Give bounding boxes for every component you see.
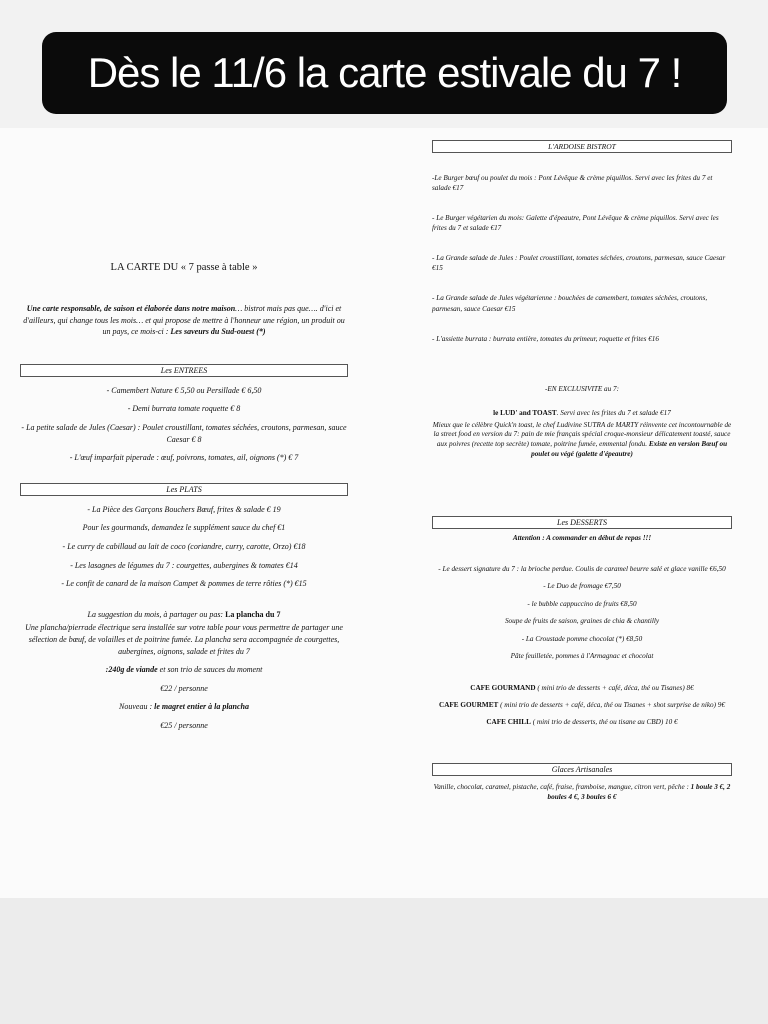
page-bottom xyxy=(0,898,768,1024)
entree-item: - Camembert Nature € 5,50 ou Persillade € 6,50 xyxy=(106,385,262,395)
desserts-attention: Attention : A commander en début de repas !!! xyxy=(512,534,652,543)
plat-item: Pour les gourmands, demandez le supplément sauce du chef €1 xyxy=(82,523,286,533)
ardoise-item: - Le Burger végétarien du mois: Galette d'épeautre, Pont Lévêque & crème piquillos. Servi avec les frites du 7 et salade €17 xyxy=(432,214,719,233)
lud-toast-desc-text: Mieux que le célèbre Quick'n toast, le chef Ludivine SUTRA de MARTY réinvente cet incontournable de la street food en version du 7: pain de mie français spécial croque-monsieur délicatement toasté, sauce aux poivres (recette top secrète) tomate, poitrine fumée, emmental fondu. xyxy=(432,420,732,449)
ardoise-item: - La Grande salade de Jules végétarienne : bouchées de camembert, tomates séchées, croutons, parmesan, sauce Caesar €15 xyxy=(432,294,708,313)
cafe-gourmet-rest: ( mini trio de desserts + café, déca, thé ou Tisanes + shot surprise de niko) 9€ xyxy=(498,700,725,709)
title-banner xyxy=(42,32,727,114)
ardoise-title: L'ARDOISE BISTROT xyxy=(432,140,732,153)
plat-item: - Le confit de canard de la maison Campet & pommes de terre rôties (*) €15 xyxy=(61,579,307,589)
viande-line xyxy=(20,664,348,676)
lud-toast-desc xyxy=(432,421,732,460)
entrees-title: Les ENTREES xyxy=(20,364,348,377)
lud-toast-desc-bold: Existe en version Bœuf ou poulet ou végé (galette d'épeautre) xyxy=(531,440,728,458)
right-column xyxy=(432,140,732,810)
entree-item: - La petite salade de Jules (Caesar) : Poulet croustillant, tomates séchées, croutons, parmesan, sauce Caesar € 8 xyxy=(21,422,347,444)
dessert-item: - le bubble cappuccino de fruits €8,50 xyxy=(527,599,637,608)
cafe-chill-bold: CAFE CHILL xyxy=(486,718,531,727)
cafe-chill-rest: ( mini trio de desserts, thé ou tisane au CBD) 10 € xyxy=(530,718,678,727)
glaces-desc-bold: 1 boule 3 €, 2 boules 4 €, 3 boules 6 € xyxy=(547,782,731,802)
plat-item: - La Pièce des Garçons Bouchers Bœuf, frites & salade € 19 xyxy=(87,504,281,514)
price-per-person: €22 / personne xyxy=(160,683,208,693)
banner-title: Dès le 11/6 la carte estivale du 7 ! xyxy=(87,49,682,96)
viande-bold: :240g de viande xyxy=(105,665,158,675)
lud-toast-rest: . Servi avec les frites du 7 et salade €17 xyxy=(556,409,671,418)
ardoise-item: - La Grande salade de Jules : Poulet croustillant, tomates séchées, croutons, parmesan, sauce Caesar €15 xyxy=(432,254,726,273)
intro-rest: … bistrot mais pas que…. d'ici et d'ailleurs, qui change tous les mois… et qui propose de mettre à l'honneur une région, un produit ou un pays, ce mois-ci : xyxy=(23,304,345,337)
entree-item: - L'œuf imparfait piperade : œuf, poivrons, tomates, ail, oignons (*) € 7 xyxy=(69,453,299,463)
nouveau-bold: le magret entier à la plancha xyxy=(154,702,249,712)
desserts-title: Les DESSERTS xyxy=(432,516,732,529)
dessert-item: - Le dessert signature du 7 : la brioche perdue. Coulis de caramel beurre salé et glace vanille €6,50 xyxy=(438,564,726,573)
lud-toast-bold: le LUD' and TOAST xyxy=(493,409,557,418)
intro-text xyxy=(20,303,348,338)
dessert-item: Soupe de fruits de saison, graines de chia & chantilly xyxy=(504,617,660,626)
ardoise-item: - L'assiette burrata : burrata entière, tomates du primeur, roquette et frites €16 xyxy=(432,334,659,343)
dessert-item: Pâte feuilletée, pommes à l'Armagnac et chocolat xyxy=(510,652,654,661)
intro-bold-start: Une carte responsable, de saison et élaborée dans notre maison xyxy=(26,304,236,313)
glaces-title: Glaces Artisanales xyxy=(432,763,732,776)
plat-item: - Les lasagnes de légumes du 7 : courgettes, aubergines & tomates €14 xyxy=(70,560,298,570)
left-column xyxy=(20,262,348,738)
plat-item: - Le curry de cabillaud au lait de coco (coriandre, curry, carotte, Orzo) €18 xyxy=(62,541,306,551)
cafe-chill xyxy=(432,717,732,727)
dessert-item: - La Croustade pomme chocolat (*) €8,50 xyxy=(521,634,643,643)
suggestion-title xyxy=(20,609,348,621)
cafe-gourmand-rest: ( mini trio de desserts + café, déca, thé ou Tisanes) 8€ xyxy=(535,683,694,692)
cafe-gourmet-bold: CAFE GOURMET xyxy=(439,700,499,709)
plats-title: Les PLATS xyxy=(20,483,348,496)
price-per-person: €25 / personne xyxy=(160,720,208,730)
suggestion-bold: La plancha du 7 xyxy=(225,609,281,619)
exclusivite-title: -EN EXCLUSIVITE au 7: xyxy=(544,384,620,393)
nouveau-intro: Nouveau : xyxy=(119,702,155,712)
intro-bold-end: Les saveurs du Sud-ouest (*) xyxy=(170,327,266,337)
glaces-desc-text: Vanille, chocolat, caramel, pistache, café, fraise, framboise, mangue, citron vert, pêche : xyxy=(433,782,691,791)
lud-toast-line xyxy=(432,408,732,418)
suggestion-intro: La suggestion du mois, à partager ou pas: xyxy=(87,609,226,619)
glaces-desc xyxy=(432,782,732,803)
nouveau-line xyxy=(20,701,348,713)
viande-rest: et son trio de sauces du moment xyxy=(157,665,263,675)
cafe-gourmand-bold: CAFE GOURMAND xyxy=(470,683,536,692)
entree-item: - Demi burrata tomate roquette € 8 xyxy=(127,404,241,414)
dessert-item: - Le Duo de fromage €7,50 xyxy=(543,582,621,591)
cafe-gourmet xyxy=(432,700,732,710)
suggestion-desc: Une plancha/pierrade électrique sera installée sur votre table pour vous permettre de partager une sélection de bœuf, de volailles et de poitrine fumée. La plancha sera accompagnée de courgettes, aubergines, oignons, salade et frites du 7 xyxy=(25,623,343,656)
ardoise-item: -Le Burger bœuf ou poulet du mois : Pont Lévêque & crème piquillos. Servi avec les frites du 7 et salade €17 xyxy=(432,174,713,193)
carte-title: LA CARTE DU « 7 passe à table » xyxy=(110,262,258,273)
cafe-gourmand xyxy=(432,683,732,693)
